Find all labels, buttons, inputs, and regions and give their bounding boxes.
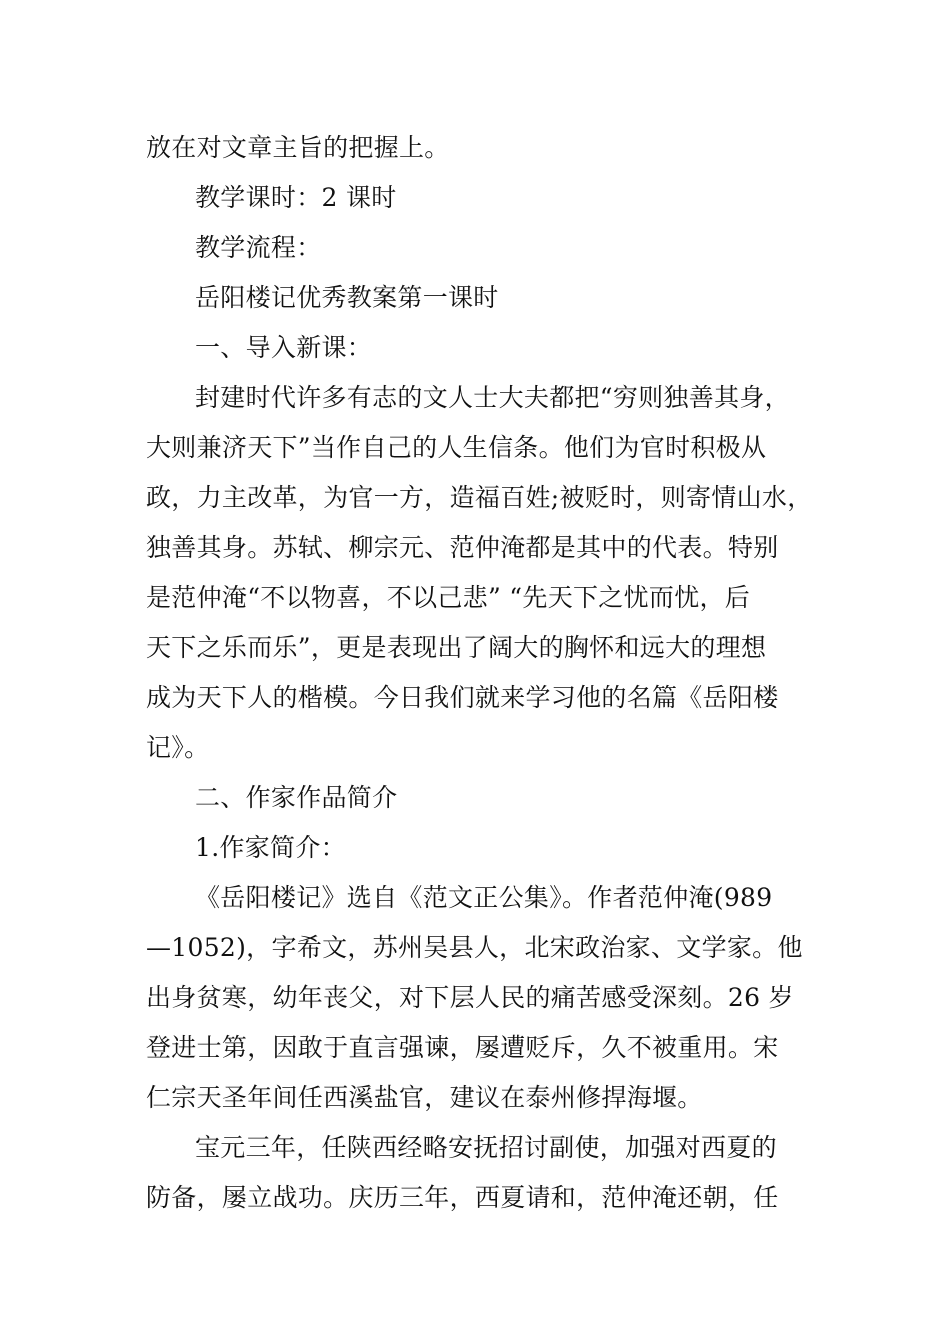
section-heading: 一、导入新课： xyxy=(195,333,373,362)
text-line: 是范仲淹“不以物喜，不以己悲” “先天下之忧而忧，后 xyxy=(146,583,751,612)
text-line: 登进士第，因敢于直言强谏，屡遭贬斥，久不被重用。宋 xyxy=(146,1033,779,1062)
text-line: 《岳阳楼记》选自《范文正公集》。作者范仲淹(989 xyxy=(195,883,773,912)
text-line: 封建时代许多有志的文人士大夫都把“穷则独善其身， xyxy=(195,383,790,412)
text-line: 成为天下人的楷模。今日我们就来学习他的名篇《岳阳楼 xyxy=(146,683,779,712)
section-heading: 二、作家作品简介 xyxy=(195,783,398,812)
text-line: 政，力主改革，为官一方，造福百姓;被贬时，则寄情山水， xyxy=(146,483,813,512)
text-line: 教学流程： xyxy=(195,233,322,262)
text-line: 宝元三年，任陕西经略安抚招讨副使，加强对西夏的 xyxy=(195,1133,777,1162)
text-line: 教学课时：2 课时 xyxy=(195,183,397,212)
text-line: 仁宗天圣年间任西溪盐官，建议在泰州修捍海堰。 xyxy=(146,1083,703,1112)
text-line: 岳阳楼记优秀教案第一课时 xyxy=(195,283,499,312)
text-line: 出身贫寒，幼年丧父，对下层人民的痛苦感受深刻。26 岁 xyxy=(146,983,794,1012)
text-line: 独善其身。苏轼、柳宗元、范仲淹都是其中的代表。特别 xyxy=(146,533,779,562)
subsection-heading: 1.作家简介： xyxy=(195,833,346,862)
text-line: 记》。 xyxy=(146,733,210,762)
text-line: —1052)，字希文，苏州吴县人，北宋政治家、文学家。他 xyxy=(146,933,803,962)
text-line: 放在对文章主旨的把握上。 xyxy=(146,133,450,162)
text-line: 大则兼济天下”当作自己的人生信条。他们为官时积极从 xyxy=(146,433,767,462)
text-line: 天下之乐而乐”，更是表现出了阔大的胸怀和远大的理想 xyxy=(146,633,767,662)
text-line: 防备，屡立战功。庆历三年，西夏请和，范仲淹还朝，任 xyxy=(146,1183,779,1212)
